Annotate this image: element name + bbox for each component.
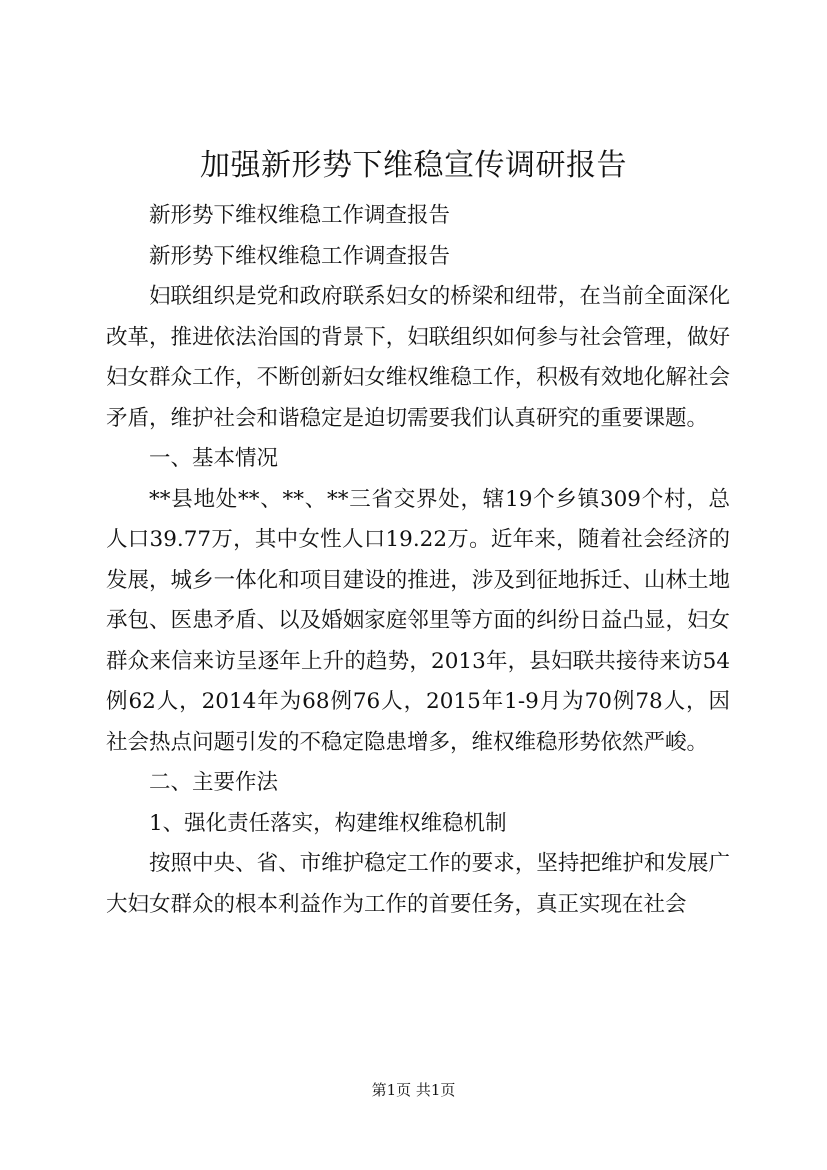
subsection-heading: 1、强化责任落实，构建维权维稳机制 [149, 810, 507, 836]
intro-paragraph: 妇联组织是党和政府联系妇女的桥梁和纽带，在当前全面深化改革，推进依法治国的背景下，妇联组织如何参与社会管理，做好妇女群众工作，不断创新妇女维权维稳工作，积极有效地化解社会矛盾，维护社会和谐稳定是迫切需要我们认真研究的重要课题。 [106, 284, 730, 431]
document-body [106, 196, 730, 925]
subtitle-paragraph: 新形势下维权维稳工作调查报告 [149, 243, 451, 269]
page-footer: 第1页 共1页 [371, 1081, 456, 1099]
section-heading: 二、主要作法 [149, 770, 279, 795]
practice-paragraph: 按照中央、省、市维护稳定工作的要求，坚持把维护和发展广大妇女群众的根本利益作为工作的首要任务，真正实现在社会 [106, 851, 730, 917]
basic-situation-paragraph: **县地处**、**、**三省交界处，辖19个乡镇309个村，总人口39.77万，其中女性人口19.22万。近年来，随着社会经济的发展，城乡一体化和项目建设的推进，涉及到征地拆迁、山林土地承包、医患矛盾、以及婚姻家庭邻里等方面的纠纷日益凸显，妇女群众来信来访呈逐年上升的趋势，2013年，县妇联共接待来访54例62人，2014年为68例76人，2015年1-9月为70例78人，因社会热点问题引发的不稳定隐患增多，维权维稳形势依然严峻。 [106, 486, 730, 755]
document-title: 加强新形势下维稳宣传调研报告 [200, 148, 627, 183]
subtitle-paragraph: 新形势下维权维稳工作调查报告 [149, 203, 451, 228]
section-heading: 一、基本情况 [149, 446, 279, 471]
